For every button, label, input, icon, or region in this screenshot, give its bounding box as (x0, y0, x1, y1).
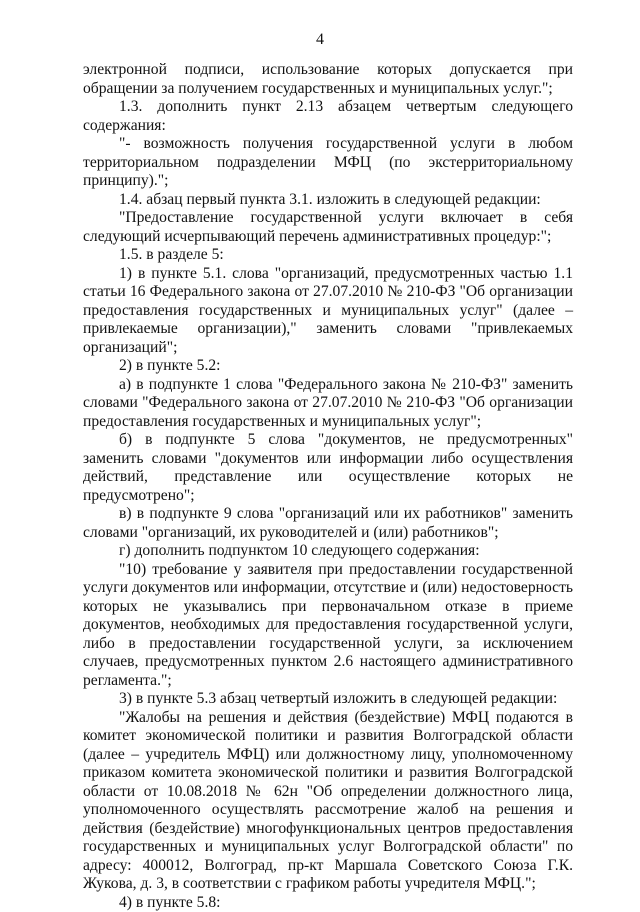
paragraph-4: 1.4. абзац первый пункта 3.1. изложить в следующей редакции: (83, 191, 573, 210)
paragraph-12: г) дополнить подпунктом 10 следующего содержания: (83, 542, 573, 561)
paragraph-16: 4) в пункте 5.8: (83, 894, 573, 912)
paragraph-13: "10) требование у заявителя при предоставлении государственной услуги документов или информации, отсутствие и (или) недостоверность которых не указывались при первоначальном отказе в приеме документов, необходимых для предоставления государственной услуги, либо в предоставлении государственной услуги, за исключением случаев, предусмотренных пунктом 2.6 настоящего административного регламента."; (83, 561, 573, 691)
paragraph-5: "Предоставление государственной услуги включает в себя следующий исчерпывающий перечень административных процедур:"; (83, 209, 573, 246)
paragraph-14: 3) в пункте 5.3 абзац четвертый изложить в следующей редакции: (83, 690, 573, 709)
paragraph-3: "- возможность получения государственной услуги в любом территориальном подразделении МФЦ (по экстерриториальному принципу)."; (83, 135, 573, 191)
paragraph-1: электронной подписи, использование которых допускается при обращении за получением государственных и муниципальных услуг."; (83, 61, 573, 98)
paragraph-9: а) в подпункте 1 слова "Федерального закона № 210-ФЗ" заменить словами "Федерального закона от 27.07.2010 № 210-ФЗ "Об организации предоставления государственных и муниципальных услуг"; (83, 376, 573, 432)
page-number: 4 (0, 31, 640, 49)
document-body (83, 61, 573, 912)
paragraph-6: 1.5. в разделе 5: (83, 246, 573, 265)
paragraph-8: 2) в пункте 5.2: (83, 357, 573, 376)
paragraph-15: "Жалобы на решения и действия (бездействие) МФЦ подаются в комитет экономической политики и развития Волгоградской области (далее – учредитель МФЦ) или должностному лицу, уполномоченному приказом комитета экономической политики и развития Волгоградской области от 10.08.2018 № 62н "Об определении должностного лица, уполномоченного осуществлять рассмотрение жалоб на решения и действия (бездействие) многофункциональных центров предоставления государственных и муниципальных услуг Волгоградской области" по адресу: 400012, Волгоград, пр-кт Маршала Советского Союза Г.К. Жукова, д. 3, в соответствии с графиком работы учредителя МФЦ."; (83, 709, 573, 894)
paragraph-10: б) в подпункте 5 слова "документов, не предусмотренных" заменить словами "документов или информации либо осуществления действий, представление или осуществление которых не предусмотрено"; (83, 431, 573, 505)
paragraph-2: 1.3. дополнить пункт 2.13 абзацем четвертым следующего содержания: (83, 98, 573, 135)
paragraph-7: 1) в пункте 5.1. слова "организаций, предусмотренных частью 1.1 статьи 16 Федерального закона от 27.07.2010 № 210-ФЗ "Об организации предоставления государственных и муниципальных услуг" (далее – привлекаемые организации)," заменить словами "привлекаемых организаций"; (83, 265, 573, 358)
paragraph-11: в) в подпункте 9 слова "организаций или их работников" заменить словами "организаций, их руководителей и (или) работников"; (83, 505, 573, 542)
